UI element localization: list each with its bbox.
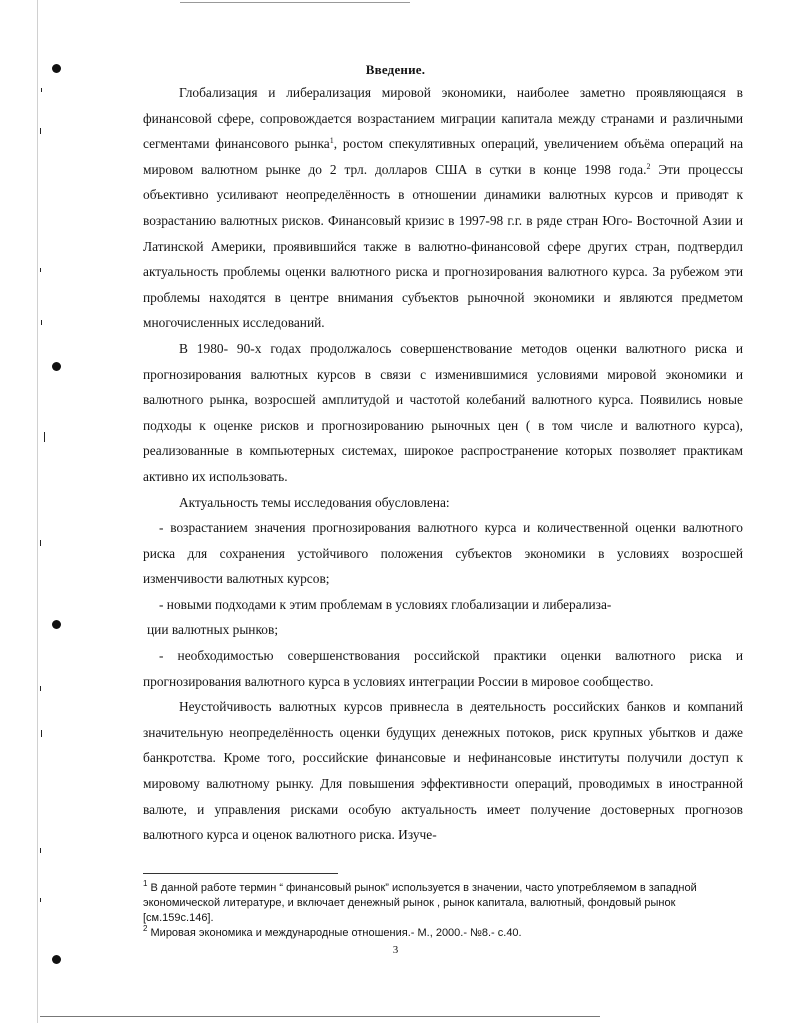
bottom-scan-line [40, 1016, 600, 1017]
scan-mark [52, 955, 61, 964]
list-item-continuation: ции валютных рынков; [147, 622, 279, 638]
page-title: Введение. [365, 62, 426, 77]
footnote-separator [143, 873, 338, 874]
scan-mark [40, 268, 41, 272]
page-number: 3 [392, 944, 399, 956]
footnotes [143, 881, 743, 941]
body-text [143, 80, 743, 848]
footnote-ref[interactable]: 1 [329, 136, 334, 146]
scan-mark [40, 128, 41, 134]
scan-mark [44, 432, 45, 442]
list-item: - необходимостью совершенствования российской практики оценки валютного риска и прогнозирования валютного курса в условиях интеграции России в мировое сообщество. [143, 648, 743, 689]
scan-mark [52, 620, 61, 629]
scan-mark [41, 730, 42, 737]
paragraph: Актуальность темы исследования обусловлена: [179, 494, 450, 510]
footnote: $^1$ В данной работе термин “ финансовый рынок” используется в значении, часто употребляемом в западной экономической литературе, и включает денежный рынок , рынок капитала, валютный, фондовый рынок [см.159с.146]. [143, 879, 697, 924]
scan-mark [40, 540, 41, 546]
scan-mark [40, 686, 41, 691]
footnote-ref[interactable]: 2 [646, 161, 651, 171]
paragraph: Неустойчивость валютных курсов привнесла в деятельность российских банков и компаний значительную неопределённость оценки будущих денежных потоков, риск крупных убытков и даже банкротства. Кроме того, российские финансовые и нефинансовые институты получили доступ к мировому валютному рынку. Для повышения эффективности операций, проводимых в иностранной валюте, и управления рисками особую актуальность имеет получение достоверных прогнозов валютного курса и оценок валютного риска. Изуче- [143, 699, 743, 843]
scan-mark [52, 362, 61, 371]
paragraph: В 1980- 90-х годах продолжалось совершенствование методов оценки валютного риска и прогнозирования валютных курсов в связи с изменившимися условиями мировой экономики и валютного рынка, возросшей амплитудой и частотой колебаний валютного курса. Появились новые подходы к оценке рисков и прогнозированию рыночных цен ( в том числе и валютного курса), реализованные в компьютерных системах, широкое распространение которых позволяет практикам активно их использовать. [143, 340, 743, 484]
list-item: - новыми подходами к этим проблемам в условиях глобализации и либерализа- [159, 596, 612, 612]
top-scan-line [180, 2, 410, 3]
scan-mark [41, 320, 42, 325]
paragraph: Глобализация и либерализация мировой экономики, наиболее заметно проявляющаяся в финансовой сфере, сопровождается возрастанием миграции капитала между странами и различными сегментами финансового рынка$^1$, ростом спекулятивных операций, увеличением объёма операций на мировом валютном рынке до 2 трл. долларов США в сутки в конце 1998 года.$^2$ Эти процессы объективно усиливают неопределённость в отношении динамики валютных курсов и приводят к возрастанию валютных рисков. Финансовый кризис в 1997-98 г.г. в ряде стран Юго- Восточной Азии и Латинской Америки, проявившийся также в валютно-финансовой сфере других стран, подтвердил актуальность проблемы оценки валютного риска и прогнозирования валютного курса. За рубежом эти проблемы находятся в центре внимания субъектов рыночной экономики и являются предметом многочисленных исследований. [143, 85, 744, 331]
scan-mark [40, 848, 41, 853]
scan-mark [40, 898, 41, 902]
left-margin-line [37, 0, 38, 1023]
scan-mark [41, 88, 42, 92]
list-item: - возрастанием значения прогнозирования валютного курса и количественной оценки валютного риска для сохранения устойчивого положения субъектов экономики в условиях возросшей изменчивости валютных курсов; [143, 520, 743, 587]
footnote: $^2$ Мировая экономика и международные отношения.- М., 2000.- №8.- с.40. [143, 924, 522, 939]
